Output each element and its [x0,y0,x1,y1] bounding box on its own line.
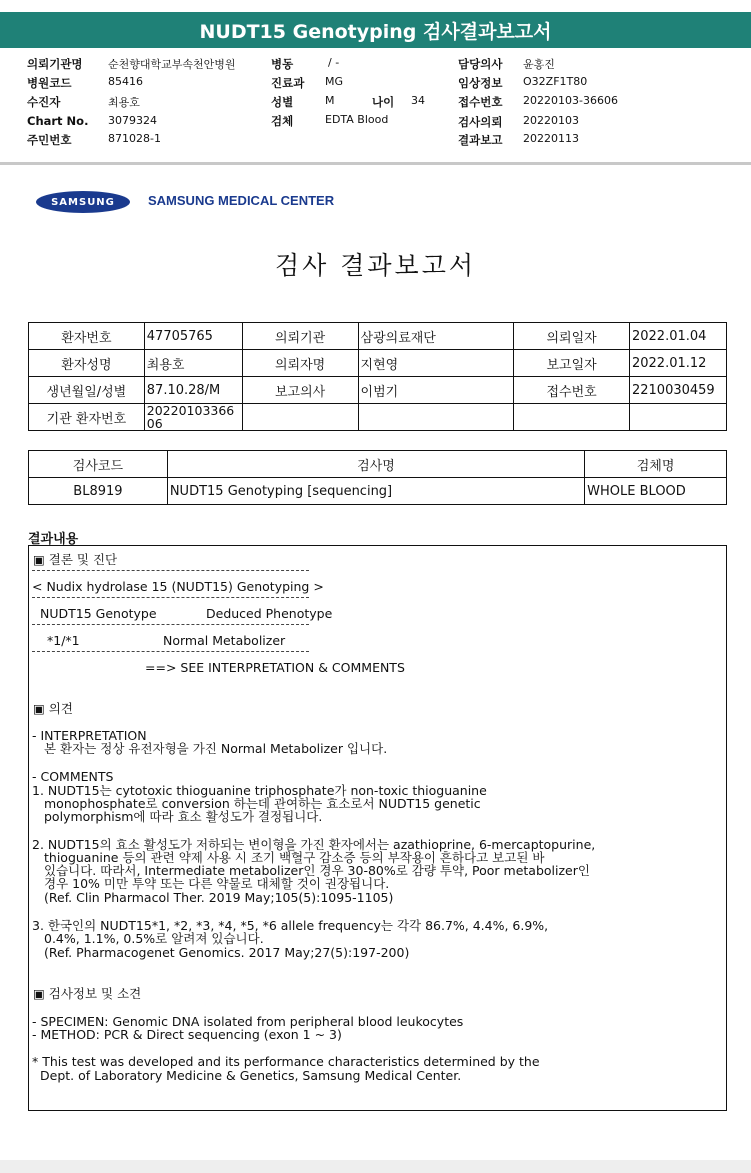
header-label: 임상정보 [458,76,503,90]
test-code: BL8919 [29,478,168,505]
see-note: ==> SEE INTERPRETATION & COMMENTS [145,660,405,675]
header-label: 의뢰기관명 [27,57,83,71]
table-value: 87.10.28/M [144,377,242,404]
comment-line: 2. NUDT15의 효소 활성도가 저하되는 변이형을 가진 환자에서는 azathioprine, 6-mercaptopurine, [32,837,596,852]
table-label: 보고의사 [242,377,358,404]
table-header: 검사명 [167,451,584,478]
table-row [29,404,727,431]
comment-line: polymorphism에 따라 효소 활성도가 결정됩니다. [44,809,323,824]
phenotype-value: Normal Metabolizer [163,633,286,648]
header-value: M [325,94,335,107]
header-label: 담당의사 [458,57,503,71]
comment-line: thioguanine 등의 관련 약제 사용 시 조기 백혈구 감소증 등의 부작용이 흔하다고 보고된 바 [44,850,545,865]
test-table [28,450,727,505]
table-value [358,404,514,431]
header-label: 검체 [271,114,294,128]
section-divider [0,162,751,165]
result-label: 결과내용 [28,532,79,547]
table-value [629,404,726,431]
header-value: 20220103-36606 [523,94,618,107]
header-value: 85416 [108,75,143,88]
header-value: EDTA Blood [325,113,389,126]
table-row [29,350,727,377]
header-label: 진료과 [271,76,305,90]
table-label: 의뢰자명 [242,350,358,377]
table-value: 삼광의료재단 [358,323,514,350]
specimen-name: WHOLE BLOOD [585,478,727,505]
header-value: MG [325,75,344,88]
table-value [514,404,630,431]
hospital-name: SAMSUNG MEDICAL CENTER [148,193,335,208]
header-label: Chart No. [27,114,89,128]
test-name: NUDT15 Genotyping [sequencing] [167,478,584,505]
table-label: 환자성명 [29,350,145,377]
comment-line: 0.4%, 1.1%, 0.5%로 알려져 있습니다. [44,931,264,946]
test-heading: < Nudix hydrolase 15 (NUDT15) Genotyping > [32,579,324,594]
dashed-divider [32,597,309,598]
dashed-divider [32,570,309,571]
header-label: 검사의뢰 [458,115,503,129]
header-value: 최용호 [108,96,140,109]
table-value: 2022.01.04 [629,323,726,350]
table-value: 47705765 [144,323,242,350]
header-info [0,50,751,164]
patient-info-table [28,322,727,431]
document-title: 검사 결과보고서 [275,251,476,280]
result-box [28,545,727,1111]
table-header: 검사코드 [29,451,168,478]
header-value: / - [328,56,340,69]
header-label: 나이 [372,95,395,109]
header-label: 수진자 [27,95,61,109]
table-label: 보고일자 [514,350,630,377]
comment-line: (Ref. Pharmacogenet Genomics. 2017 May;27(5):197-200) [44,945,410,960]
interpretation-text: 본 환자는 정상 유전자형을 가진 Normal Metabolizer 입니다. [44,741,388,756]
table-value: 지현영 [358,350,514,377]
footnote-line: Dept. of Laboratory Medicine & Genetics, Samsung Medical Center. [40,1068,462,1083]
table-label: 접수번호 [514,377,630,404]
dashed-divider [32,651,309,652]
table-label: 기관 환자번호 [29,404,145,431]
header-value: 20220103 [523,114,579,127]
phenotype-column-label: Deduced Phenotype [206,606,333,621]
header-label: 병원코드 [27,76,72,90]
header-label: 성별 [271,95,294,109]
method-line: - METHOD: PCR & Direct sequencing (exon 1 ~ 3) [32,1027,342,1042]
table-value [242,404,358,431]
specimen-line: - SPECIMEN: Genomic DNA isolated from peripheral blood leukocytes [32,1014,464,1029]
table-row [29,323,727,350]
comment-line: 1. NUDT15는 cytotoxic thioguanine triphosphate가 non-toxic thioguanine [32,783,487,798]
table-label: 환자번호 [29,323,145,350]
header-label: 병동 [271,57,294,71]
table-value: 이범기 [358,377,514,404]
comment-line: 경우 10% 미만 투약 또는 다른 약물로 대체할 것이 권장됩니다. [44,876,390,891]
comment-line: 3. 한국인의 NUDT15*1, *2, *3, *4, *5, *6 allele frequency는 각각 86.7%, 4.4%, 6.9%, [32,918,549,933]
table-label: 의뢰기관 [242,323,358,350]
header-label: 결과보고 [458,133,503,147]
comments-heading: - COMMENTS [32,769,114,784]
report-title-bar [0,12,751,48]
header-value: 34 [411,94,425,107]
header-value: 20220113 [523,132,579,145]
dashed-divider [32,624,309,625]
page-footer-strip [0,1160,751,1173]
table-label: 의뢰일자 [514,323,630,350]
table-row [29,478,727,505]
interpretation-heading: - INTERPRETATION [32,728,147,743]
header-value: O32ZF1T80 [523,75,588,88]
genotype-column-label: NUDT15 Genotype [40,606,157,621]
logo-badge: SAMSUNG [51,196,115,208]
table-value: 2022.01.12 [629,350,726,377]
table-label: 생년월일/성별 [29,377,145,404]
table-header-row [29,451,727,478]
comment-line: monophosphate로 conversion 하는데 관여하는 효소로서 NUDT15 genetic [44,796,481,811]
table-header: 검체명 [585,451,727,478]
table-value: 최용호 [144,350,242,377]
section-heading: ▣ 검사정보 및 소견 [33,986,142,1001]
footnote-line: * This test was developed and its performance characteristics determined by the [32,1054,540,1069]
genotype-value: *1/*1 [47,633,80,648]
comment-line: (Ref. Clin Pharmacol Ther. 2019 May;105(5):1095-1105) [44,890,394,905]
header-value: 871028-1 [108,132,161,145]
header-value: 3079324 [108,114,157,127]
section-heading: ▣ 의견 [33,701,73,716]
table-row [29,377,727,404]
comment-line: 있습니다. 따라서, Intermediate metabolizer인 경우 30-80%로 감량 투약, Poor metabolizer인 [44,863,590,878]
header-value: 윤홍진 [523,58,555,71]
report-title: NUDT15 Genotyping 검사결과보고서 [199,20,552,43]
header-label: 접수번호 [458,95,503,109]
table-value: 2210030459 [629,377,726,404]
header-value: 순천향대학교부속천안병원 [108,58,236,71]
header-label: 주민번호 [27,133,72,147]
table-value: 2022010336606 [144,404,242,431]
samsung-logo [36,191,130,213]
section-heading: ▣ 결론 및 진단 [33,552,118,567]
